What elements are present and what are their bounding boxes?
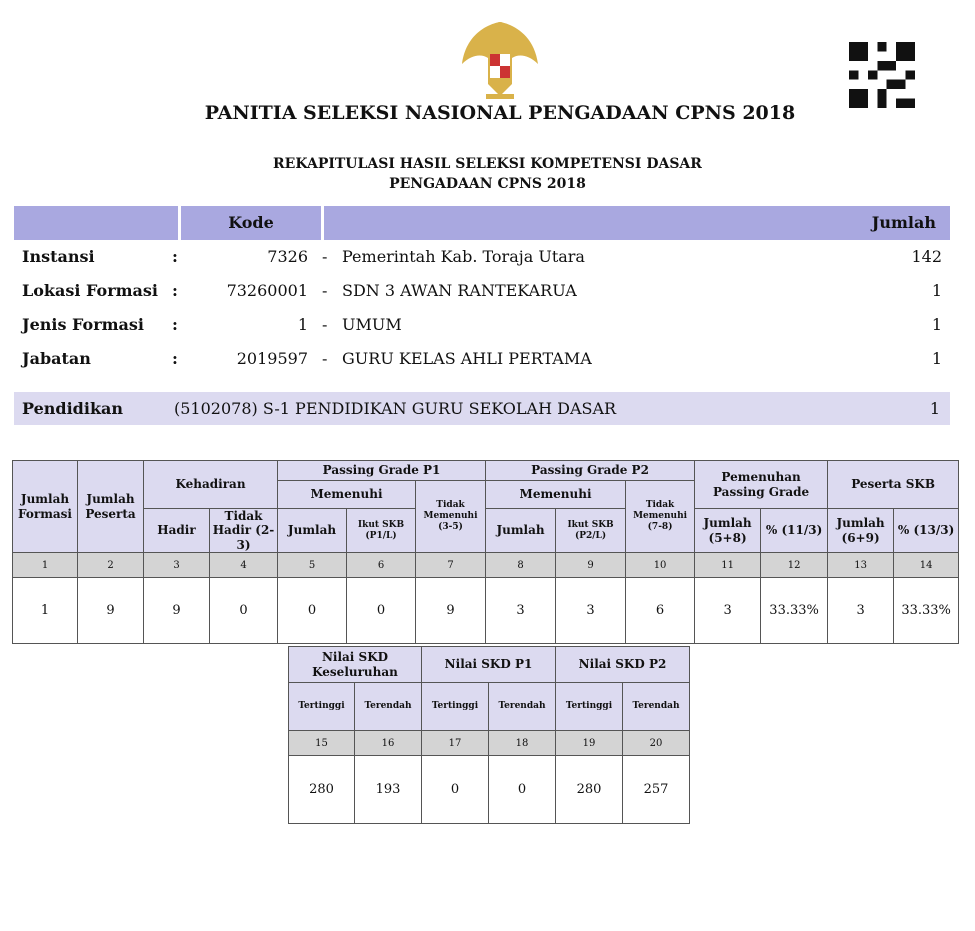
header-jumlah-formasi: Jumlah Formasi bbox=[13, 461, 78, 553]
table-cell: 3 bbox=[556, 578, 626, 644]
pendidikan-count: 1 bbox=[929, 399, 940, 418]
column-number: 12 bbox=[761, 553, 828, 578]
qr-code-icon bbox=[848, 42, 916, 108]
column-number: 5 bbox=[278, 553, 347, 578]
table-cell: 0 bbox=[347, 578, 416, 644]
column-number: 18 bbox=[489, 731, 556, 756]
header-pg2: Passing Grade P2 bbox=[486, 461, 695, 481]
info-colon: : bbox=[172, 315, 178, 334]
header-hadir: Hadir bbox=[144, 509, 210, 553]
header-peserta-skb: Peserta SKB bbox=[828, 461, 959, 509]
header-tertinggi: Tertinggi bbox=[556, 683, 623, 731]
header-memenuhi-p1: Memenuhi bbox=[278, 481, 416, 509]
table-cell: 33.33% bbox=[761, 578, 828, 644]
table-cell: 6 bbox=[626, 578, 695, 644]
info-name: UMUM bbox=[342, 315, 402, 334]
report-subtitle: PENGADAAN CPNS 2018 bbox=[389, 176, 586, 192]
pendidikan-row bbox=[14, 392, 950, 425]
info-header-bar bbox=[14, 206, 950, 240]
table-cell: 3 bbox=[828, 578, 894, 644]
info-dash: - bbox=[322, 247, 328, 266]
header-pg1: Passing Grade P1 bbox=[278, 461, 486, 481]
header-kehadiran: Kehadiran bbox=[144, 461, 278, 509]
table-cell: 3 bbox=[695, 578, 761, 644]
column-number: 6 bbox=[347, 553, 416, 578]
table-cell: 193 bbox=[355, 756, 422, 824]
column-number: 19 bbox=[556, 731, 623, 756]
table-cell: 280 bbox=[556, 756, 623, 824]
table-cell: 3 bbox=[486, 578, 556, 644]
info-dash: - bbox=[322, 281, 328, 300]
header-pct-11-3: % (11/3) bbox=[761, 509, 828, 553]
info-label: Jabatan bbox=[22, 349, 91, 368]
info-label: Jenis Formasi bbox=[22, 315, 145, 334]
header-tidak-memenuhi-p2: Tidak Memenuhi (7-8) bbox=[626, 481, 695, 553]
column-number: 17 bbox=[422, 731, 489, 756]
header-jumlah-6-9: Jumlah (6+9) bbox=[828, 509, 894, 553]
info-name: Pemerintah Kab. Toraja Utara bbox=[342, 247, 585, 266]
header-tidak-memenuhi-p1: Tidak Memenuhi (3-5) bbox=[416, 481, 486, 553]
skd-score-table bbox=[288, 646, 690, 824]
column-number: 11 bbox=[695, 553, 761, 578]
header-jumlah-5-8: Jumlah (5+8) bbox=[695, 509, 761, 553]
info-row-lokasi-formasi bbox=[22, 276, 942, 306]
column-number: 9 bbox=[556, 553, 626, 578]
info-count: 1 bbox=[931, 281, 942, 300]
header-ikut-skb-p2: Ikut SKB (P2/L) bbox=[556, 509, 626, 553]
info-label: Instansi bbox=[22, 247, 95, 266]
info-code: 2019597 bbox=[236, 349, 308, 368]
column-number: 2 bbox=[78, 553, 144, 578]
pendidikan-value: (5102078) S-1 PENDIDIKAN GURU SEKOLAH DASAR bbox=[174, 399, 617, 418]
table-cell: 0 bbox=[278, 578, 347, 644]
header-tertinggi: Tertinggi bbox=[422, 683, 489, 731]
info-row-jabatan bbox=[22, 344, 942, 374]
table-cell: 1 bbox=[13, 578, 78, 644]
table-cell: 0 bbox=[422, 756, 489, 824]
column-number: 4 bbox=[210, 553, 278, 578]
table-cell: 9 bbox=[416, 578, 486, 644]
header-memenuhi-p2: Memenuhi bbox=[486, 481, 626, 509]
header-jumlah-p1: Jumlah bbox=[278, 509, 347, 553]
column-number: 13 bbox=[828, 553, 894, 578]
header-ikut-skb-p1: Ikut SKB (P1/L) bbox=[347, 509, 416, 553]
summary-table bbox=[12, 460, 959, 644]
kode-header: Kode bbox=[178, 206, 324, 240]
column-number: 7 bbox=[416, 553, 486, 578]
info-code: 7326 bbox=[267, 247, 308, 266]
column-number: 20 bbox=[623, 731, 690, 756]
column-number: 16 bbox=[355, 731, 422, 756]
header-pct-13-3: % (13/3) bbox=[894, 509, 959, 553]
info-colon: : bbox=[172, 247, 178, 266]
header-tidak-hadir: Tidak Hadir (2-3) bbox=[210, 509, 278, 553]
pendidikan-label: Pendidikan bbox=[22, 399, 124, 418]
info-dash: - bbox=[322, 349, 328, 368]
page-title: PANITIA SELEKSI NASIONAL PENGADAAN CPNS 2018 bbox=[204, 102, 796, 124]
header-terendah: Terendah bbox=[355, 683, 422, 731]
header-jumlah-p2: Jumlah bbox=[486, 509, 556, 553]
table-cell: 280 bbox=[289, 756, 355, 824]
table-cell: 257 bbox=[623, 756, 690, 824]
info-name: SDN 3 AWAN RANTEKARUA bbox=[342, 281, 577, 300]
info-dash: - bbox=[322, 315, 328, 334]
info-count: 1 bbox=[931, 349, 942, 368]
jumlah-header: Jumlah bbox=[871, 213, 936, 232]
table-cell: 33.33% bbox=[894, 578, 959, 644]
header-skd-p2: Nilai SKD P2 bbox=[556, 647, 690, 683]
column-number: 14 bbox=[894, 553, 959, 578]
table-cell: 0 bbox=[210, 578, 278, 644]
column-number: 1 bbox=[13, 553, 78, 578]
info-label: Lokasi Formasi bbox=[22, 281, 158, 300]
header-terendah: Terendah bbox=[623, 683, 690, 731]
column-number: 15 bbox=[289, 731, 355, 756]
table-cell: 0 bbox=[489, 756, 556, 824]
column-number: 3 bbox=[144, 553, 210, 578]
column-number: 8 bbox=[486, 553, 556, 578]
header-terendah: Terendah bbox=[489, 683, 556, 731]
info-row-jenis-formasi bbox=[22, 310, 942, 340]
table-cell: 9 bbox=[144, 578, 210, 644]
header-pemenuhan: Pemenuhan Passing Grade bbox=[695, 461, 828, 509]
info-colon: : bbox=[172, 281, 178, 300]
report-title: REKAPITULASI HASIL SELEKSI KOMPETENSI DASAR bbox=[273, 156, 702, 172]
info-row-instansi bbox=[22, 242, 942, 272]
info-code: 1 bbox=[297, 315, 308, 334]
header-jumlah-peserta: Jumlah Peserta bbox=[78, 461, 144, 553]
header-tertinggi: Tertinggi bbox=[289, 683, 355, 731]
info-count: 1 bbox=[931, 315, 942, 334]
info-code: 73260001 bbox=[226, 281, 308, 300]
column-number: 10 bbox=[626, 553, 695, 578]
info-colon: : bbox=[172, 349, 178, 368]
header-skd-p1: Nilai SKD P1 bbox=[422, 647, 556, 683]
garuda-emblem-icon bbox=[458, 14, 542, 102]
info-count: 142 bbox=[911, 247, 942, 266]
info-name: GURU KELAS AHLI PERTAMA bbox=[342, 349, 592, 368]
header-skd-keseluruhan: Nilai SKD Keseluruhan bbox=[289, 647, 422, 683]
table-cell: 9 bbox=[78, 578, 144, 644]
